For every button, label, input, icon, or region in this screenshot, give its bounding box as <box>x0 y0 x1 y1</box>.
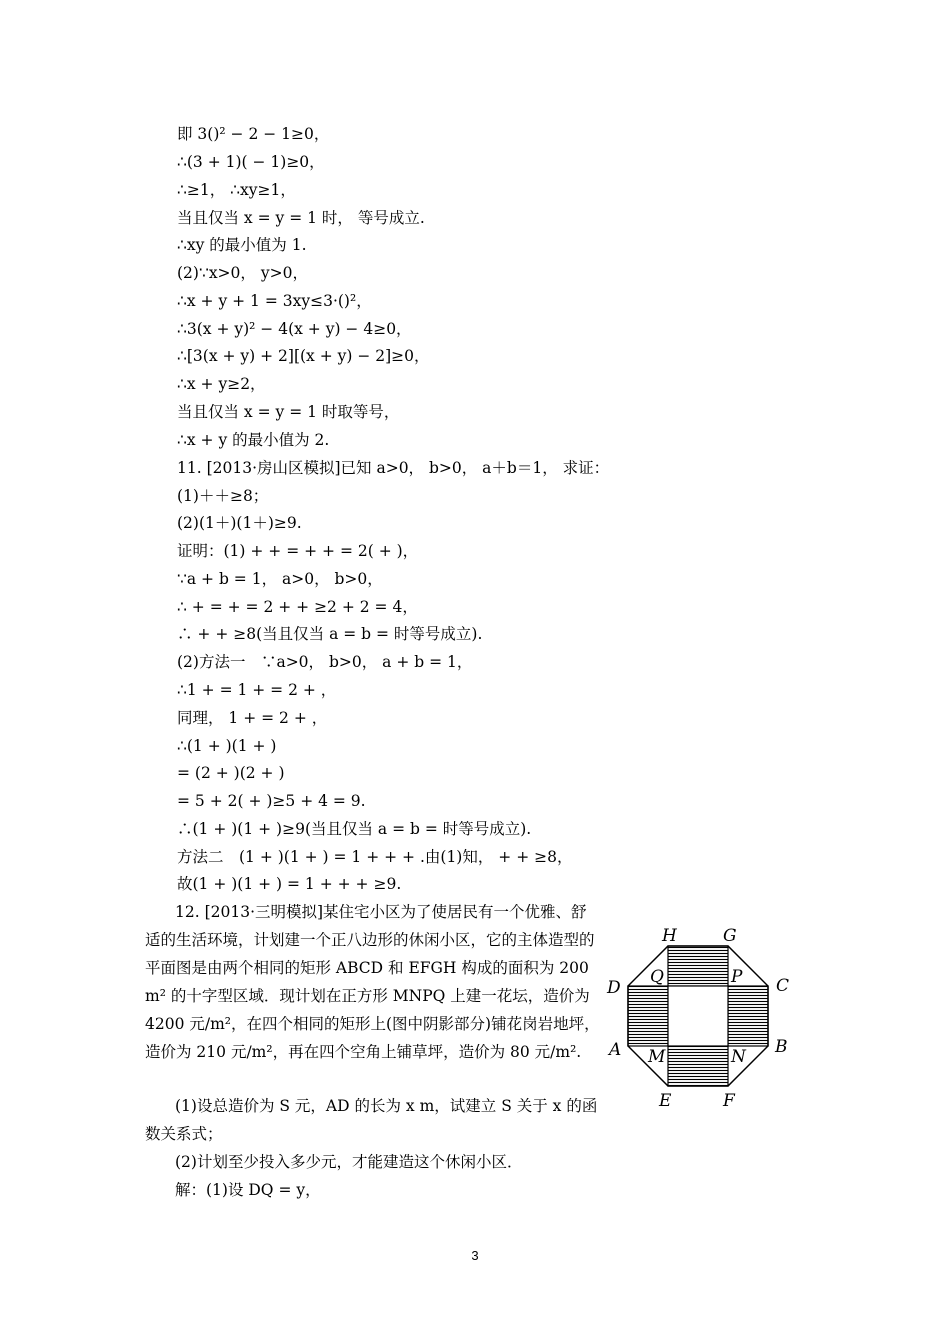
text-line: (2)(1＋)(1＋)≥9. <box>177 514 302 532</box>
text-line: (2)方法一 ∵a>0， b>0， a + b = 1， <box>177 653 473 671</box>
text-line: 当且仅当 x = y = 1 时， 等号成立. <box>177 209 425 227</box>
text-line: ∴≥1， ∴xy≥1， <box>177 181 296 199</box>
text-line: 即 3()² − 2 − 1≥0， <box>177 125 330 143</box>
label-H: H <box>662 926 677 946</box>
label-P: P <box>731 967 743 987</box>
text-line: ∴3(x + y)² − 4(x + y) − 4≥0， <box>177 320 412 338</box>
text-line: ∴ + + ≥8(当且仅当 a = b = 时等号成立). <box>177 625 483 643</box>
text-line: 故(1 + )(1 + ) = 1 + + + ≥9. <box>177 875 402 893</box>
text-line: ∴x + y≥2， <box>177 375 266 393</box>
text-line: (2)∵x>0， y>0， <box>177 264 308 282</box>
label-D: D <box>607 978 621 998</box>
label-Q: Q <box>650 967 664 987</box>
center-square <box>668 986 728 1046</box>
shaded-rect-right <box>728 986 768 1046</box>
label-E: E <box>659 1091 672 1111</box>
label-G: G <box>723 926 737 946</box>
text-line: ∴(1 + )(1 + ) <box>177 737 277 755</box>
label-C: C <box>776 976 790 996</box>
text-line: ∴x + y 的最小值为 2. <box>177 431 330 449</box>
text-line: ∵a + b = 1， a>0， b>0， <box>177 570 383 588</box>
shaded-rect-bottom <box>668 1046 728 1086</box>
text-line: (1)＋＋≥8； <box>177 487 269 505</box>
text-line: = 5 + 2( + )≥5 + 4 = 9. <box>177 792 366 810</box>
label-N: N <box>731 1047 746 1067</box>
text-line: = (2 + )(2 + ) <box>177 764 285 782</box>
text-line: ∴ + = + = 2 + + ≥2 + 2 = 4， <box>177 598 418 616</box>
problem-11-statement: 11. [2013·房山区模拟]已知 a>0， b>0， a＋b＝1， 求证： <box>177 459 610 477</box>
label-A: A <box>609 1040 622 1060</box>
octagon-figure <box>600 922 800 1114</box>
problem-12-statement: 12. [2013·三明模拟]某住宅小区为了使居民有一个优雅、舒适的生活环境，计划建一个正八边形的休闲小区，它的主体造型的平面图是由两个相同的矩形 ABCD 和 EFGH 构成的面积为 200 m² 的十字型区域．现计划在正方形 MNPQ 上建一花坛，造价为 4200 元/m²，在四个相同的矩形上(图中阴影部分)铺花岗岩地坪，造价为 210 元/m²，再在四个空角上铺草坪，造价为 80 元/m². <box>145 903 600 1061</box>
shaded-rect-top <box>668 946 728 986</box>
text-line: 同理， 1 + = 2 + ， <box>177 709 328 727</box>
label-M: M <box>648 1047 666 1067</box>
shaded-rect-left <box>628 986 668 1046</box>
text-line: ∴[3(x + y) + 2][(x + y) − 2]≥0， <box>177 347 430 365</box>
label-F: F <box>723 1091 735 1111</box>
label-B: B <box>775 1037 788 1057</box>
text-line: ∴(1 + )(1 + )≥9(当且仅当 a = b = 时等号成立). <box>177 820 532 838</box>
problem-12-solution: 解：(1)设 DQ = y， <box>175 1181 321 1199</box>
text-line: 方法二 (1 + )(1 + ) = 1 + + + .由(1)知， + + ≥8， <box>177 848 573 866</box>
problem-12-question-2: (2)计划至少投入多少元，才能建造这个休闲小区． <box>175 1153 523 1171</box>
page-number: 3 <box>471 1248 479 1263</box>
text-line: ∴(3 + 1)( − 1)≥0， <box>177 153 325 171</box>
text-line: ∴xy 的最小值为 1. <box>177 236 307 254</box>
text-line: ∴1 + = 1 + = 2 + ， <box>177 681 337 699</box>
text-line: 证明：(1) + + = + + = 2( + )， <box>177 542 419 560</box>
text-line: 当且仅当 x = y = 1 时取等号， <box>177 403 400 421</box>
text-line: ∴x + y + 1 = 3xy≤3·()²， <box>177 292 372 310</box>
problem-12-question-1: (1)设总造价为 S 元，AD 的长为 x m，试建立 S 关于 x 的函数关系式； <box>145 1097 598 1143</box>
